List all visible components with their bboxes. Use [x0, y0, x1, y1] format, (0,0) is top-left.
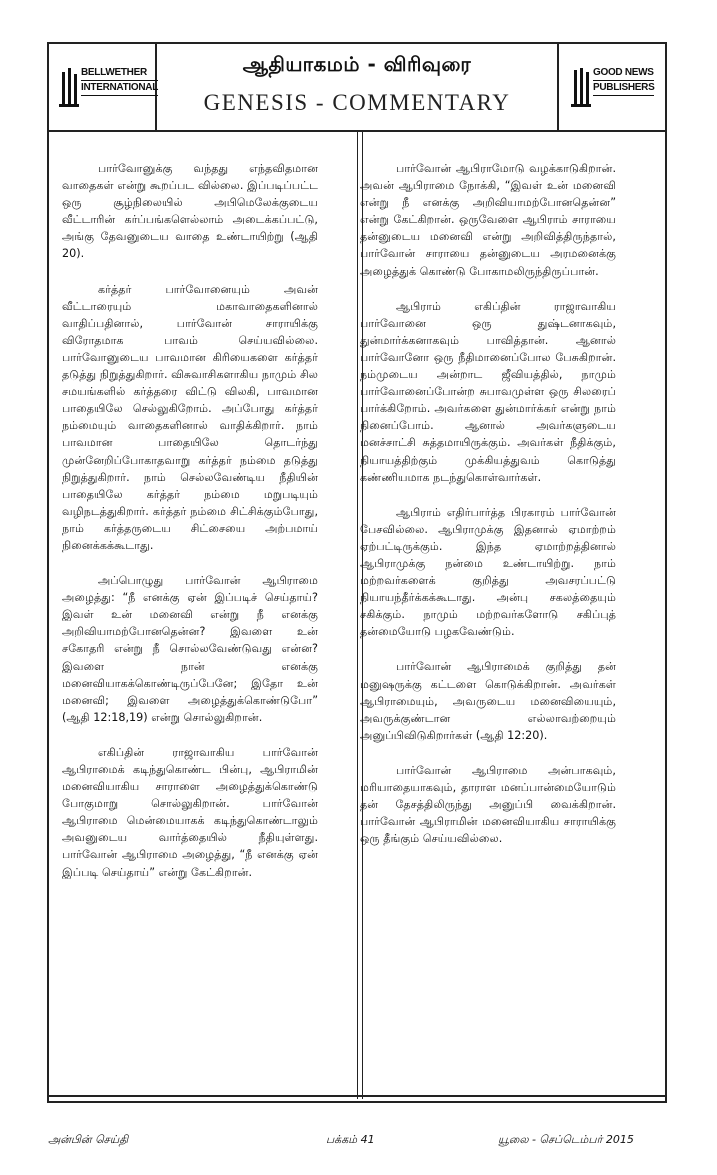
title-block — [157, 44, 557, 130]
title-english: GENESIS - COMMENTARY — [203, 90, 511, 115]
paragraph: எகிப்தின் ராஜாவாகிய பார்வோன் ஆபிராமைக் கடிந்துகொண்ட பின்பு, ஆபிராமின் மனைவியாகிய சாராளை அழைத்துக்கொண்டு போகுமாறு சொல்லுகிறான். பார்வோன் ஆபிராமை மென்மையாகக் கடிந்துகொண்டாலும் அவனுடைய வார்த்தையில் நீதியுள்ளது. பார்வோன் ஆபிராமை அழைத்து, “நீ எனக்கு ஏன் இப்படி செய்தாய்” என்று கேட்கிறான். — [62, 745, 318, 879]
right-column — [360, 160, 616, 865]
logo-right-line2: PUBLISHERS — [593, 81, 654, 96]
paragraph: கர்த்தர் பார்வோனையும் அவன் வீட்டாரையும் மகாவாதைகளினால் வாதிப்பதினால், பார்வோன் சாராயிக்கு விரோதமாக பாவம் செய்யவில்லை. பார்வோனுடைய பாவமான கிரியைகளை கர்த்தர் தடுத்து நிறுத்துகிறார். விசுவாசிகளாகிய நாமும் சில சமயங்களில் கர்த்தரை விட்டு விலகி, பாவமான பாதையிலே செல்லுகிறோம். அப்போது கர்த்தர் நம்மையும் வாதைகளினால் வாதிக்கிறார். நாம் பாவமான பாதையிலே தொடர்ந்து முன்னேறிப்போகாதவாறு கர்த்தர் நம்மை தடுத்து நிறுத்துகிறார். நாம் செல்லவேண்டிய நீதியின் பாதையிலே கர்த்தர் நம்மை மறுபடியும் வழிநடத்துகிறார். கர்த்தர் நம்மை சிட்சிக்கும்போது, நாம் கர்த்தருடைய சிட்சையை அற்பமாய் நினைக்கக்கூடாது. — [62, 282, 318, 552]
footer-publication: அன்பின் செய்தி — [48, 1133, 129, 1146]
book-stack-icon — [571, 68, 591, 108]
bellwether-logo — [49, 44, 157, 130]
logo-left-line2: INTERNATIONAL — [81, 81, 158, 96]
paragraph: ஆபிராம் எகிப்தின் ராஜாவாகிய பார்வோனை ஒரு துஷ்டனாகவும், துன்மார்க்கனாகவும் பாவித்தான். ஆனால் பார்வோனோ ஒரு நீதிமானைப்போல பேசுகிறான். நம்முடைய அன்றாட ஜீவியத்தில், நாமும் பார்வோனைப்போன்ற சுபாவமுள்ள ஒரு சிலரைப் பார்க்கிறோம். அவர்களை துன்மார்க்கர் என்று நாம் நினைப்போம். ஆனால் அவர்களுடைய மனச்சாட்சி சுத்தமாயிருக்கும். அவர்கள் நீதிக்கும், நியாயத்திற்கும் முக்கியத்துவம் கொடுத்து கண்ணியமாக நடந்துகொள்வார்கள். — [360, 299, 616, 484]
paragraph: ஆபிராம் எதிர்பார்த்த பிரகாரம் பார்வோன் பேசவில்லை. ஆபிராமுக்கு இதனால் ஏமாற்றம் ஏற்பட்டிருக்கும். இந்த ஏமாற்றத்தினால் ஆபிராமுக்கு நன்மை உண்டாயிற்று. நாம் மற்றவர்களைக் குறித்து அவசரப்பட்டு நியாயந்தீர்க்கக்கூடாது. அன்பு சகலத்தையும் சகிக்கும். நாமும் மற்றவர்களோடு சகிப்புத் தன்மையோடு பழகவேண்டும். — [360, 505, 616, 639]
paragraph: பார்வோன் ஆபிராமோடு வழக்காடுகிறான். அவன் ஆபிராமை நோக்கி, “இவள் உன் மனைவி என்று நீ எனக்கு அறிவியாமற்போனதென்ன” என்று கேட்கிறான். ஒருவேளை ஆபிராம் சாராயை தன்னுடைய மனைவி என்று அறிவித்திருந்தால், பார்வோன் சாராயை தன்னுடைய அரமனைக்கு அழைத்துக் கொண்டு போகாமலிருந்திருப்பான். — [360, 162, 616, 278]
paragraph: பார்வோனுக்கு வந்தது எந்தவிதமான வாதைகள் என்று கூறப்பட வில்லை. இப்படிப்பட்ட ஒரு சூழ்நிலையில் அபிமெலேக்குடைய வீட்டாரின் கர்ப்பங்களெல்லாம் அடைக்கப்பட்டு, அங்கு தேவனுடைய வாதை உண்டாயிற்று (ஆதி 20). — [62, 162, 318, 261]
left-column — [62, 160, 318, 899]
paragraph: பார்வோன் ஆபிராமைக் குறித்து தன் மனுஷருக்கு கட்டளை கொடுக்கிறான். அவர்கள் ஆபிராமையும், அவருடைய மனைவியையும், அவருக்குண்டான எல்லாவற்றையும் அனுப்பிவிடுகிறார்கள் (ஆதி 12:20). — [360, 660, 616, 742]
bottom-rule — [49, 1095, 665, 1097]
footer-date: யூலை - செப்டெம்பர் 2015 — [498, 1133, 634, 1146]
logo-right-line1: GOOD NEWS — [593, 66, 654, 81]
header-banner — [49, 44, 665, 132]
good-news-logo — [557, 44, 665, 130]
bell-tower-icon — [59, 68, 79, 108]
title-tamil: ஆதியாகமம் - விரிவுரை — [242, 52, 472, 76]
paragraph: அப்பொழுது பார்வோன் ஆபிராமை அழைத்து: “நீ எனக்கு ஏன் இப்படிச் செய்தாய்? இவள் உன் மனைவி என்று நீ எனக்கு அறிவியாமற்போனதென்ன? இவளை உன் சகோதரி என்று நீ சொல்லவேண்டுவது என்ன? இவளை நான் எனக்கு மனைவியாகக்கொண்டிருப்பேனே; இதோ உன் மனைவி; இவளை அழைத்துக்கொண்டுபோ” (ஆதி 12:18,19) என்று சொல்லுகிறான். — [62, 574, 318, 724]
footer-page-number: பக்கம் 41 — [326, 1133, 375, 1146]
paragraph: பார்வோன் ஆபிராமை அன்பாகவும், மரியாதையாகவும், தாராள மனப்பான்மையோடும் தன் தேசத்திலிருந்து அனுப்பி வைக்கிறான். பார்வோன் ஆபிராமின் மனைவியாகிய சாராயிக்கு ஒரு தீங்கும் செய்யவில்லை. — [360, 763, 616, 846]
logo-left-line1: BELLWETHER — [81, 66, 158, 81]
